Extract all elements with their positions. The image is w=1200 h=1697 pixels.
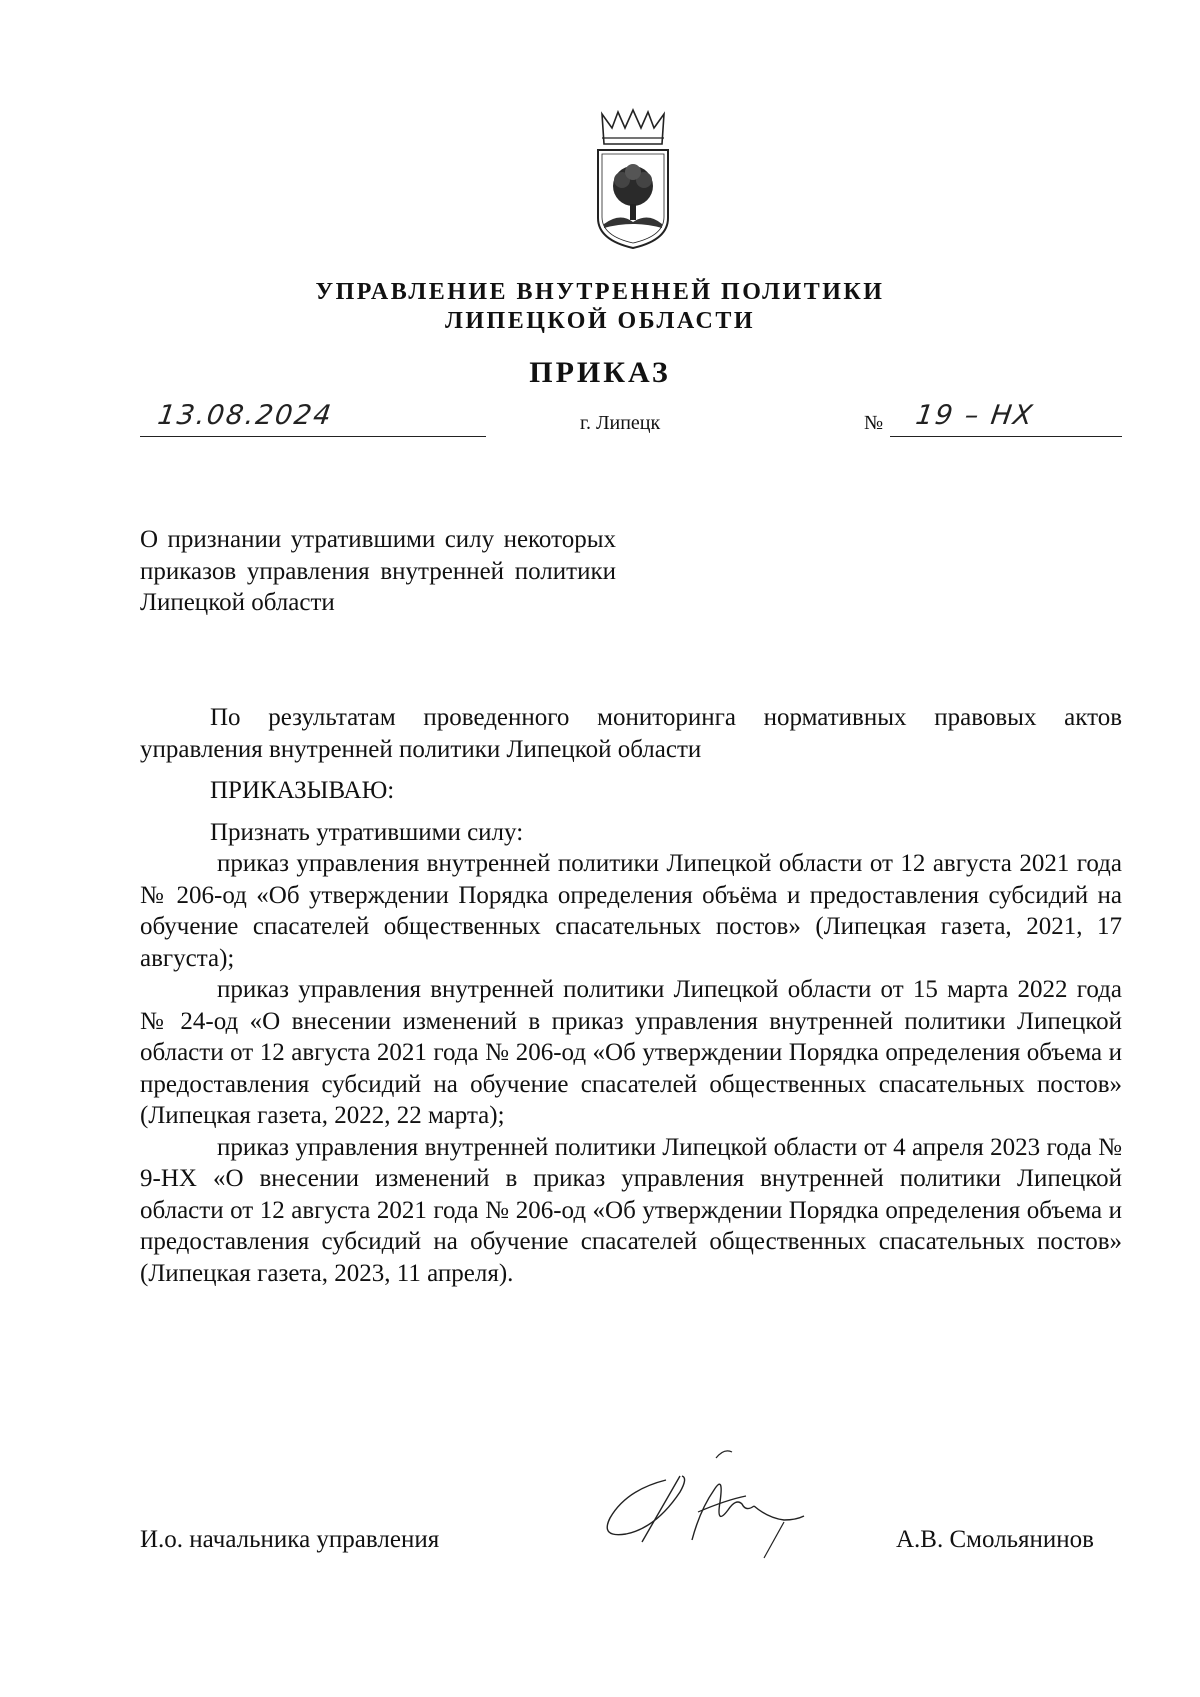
document-type: ПРИКАЗ [529, 356, 671, 389]
list-item: приказ управления внутренней политики Липецкой области от 4 апреля 2023 года № 9-НХ «О внесении изменений в приказ управления внутренней политики Липецкой области от 12 августа 2021 года № 206-од «Об утверждении Порядка определения объема и предоставления субсидий на обучение спасателей общественных спасательных постов» (Липецкая газета, 2023, 11 апреля). [140, 1133, 1122, 1287]
document-subject: О признании утратившими силу некоторых приказов управления внутренней политики Липецкой области [140, 526, 616, 616]
preamble-paragraph: По результатам проведенного мониторинга нормативных правовых актов управления внутренней политики Липецкой области [140, 704, 1122, 763]
coat-of-arms-icon [592, 108, 674, 250]
org-name-line1: УПРАВЛЕНИЕ ВНУТРЕННЕЙ ПОЛИТИКИ [315, 279, 885, 305]
org-name-line2: ЛИПЕЦКОЙ ОБЛАСТИ [445, 308, 755, 334]
handwritten-signature [596, 1440, 810, 1560]
number-sign: № [864, 412, 884, 434]
document-date: 13.08.2024 [155, 400, 335, 431]
document-body [140, 702, 1122, 1289]
intro-paragraph: Признать утратившими силу: [210, 818, 524, 846]
signatory-role: И.о. начальника управления [140, 1526, 440, 1553]
signatory-name: А.В. Смольянинов [896, 1526, 1094, 1553]
number-underline [890, 436, 1122, 437]
list-item: приказ управления внутренней политики Липецкой области от 12 августа 2021 года № 206-од «Об утверждении Порядка определения объёма и предоставления субсидий на обучение спасателей общественных спасательных постов» (Липецкая газета, 2021, 17 августа); [140, 850, 1122, 972]
list-item: приказ управления внутренней политики Липецкой области от 15 марта 2022 года № 24-од «О внесении изменений в приказ управления внутренней политики Липецкой области от 12 августа 2021 года № 206-од «Об утверждении Порядка определения объема и предоставления субсидий на обучение спасателей общественных спасательных постов» (Липецкая газета, 2022, 22 марта); [140, 976, 1122, 1129]
order-word: ПРИКАЗЫВАЮ: [210, 777, 395, 804]
document-number: 19 – НХ [913, 400, 1037, 431]
document-city: г. Липецк [580, 412, 661, 434]
date-underline [140, 436, 486, 437]
